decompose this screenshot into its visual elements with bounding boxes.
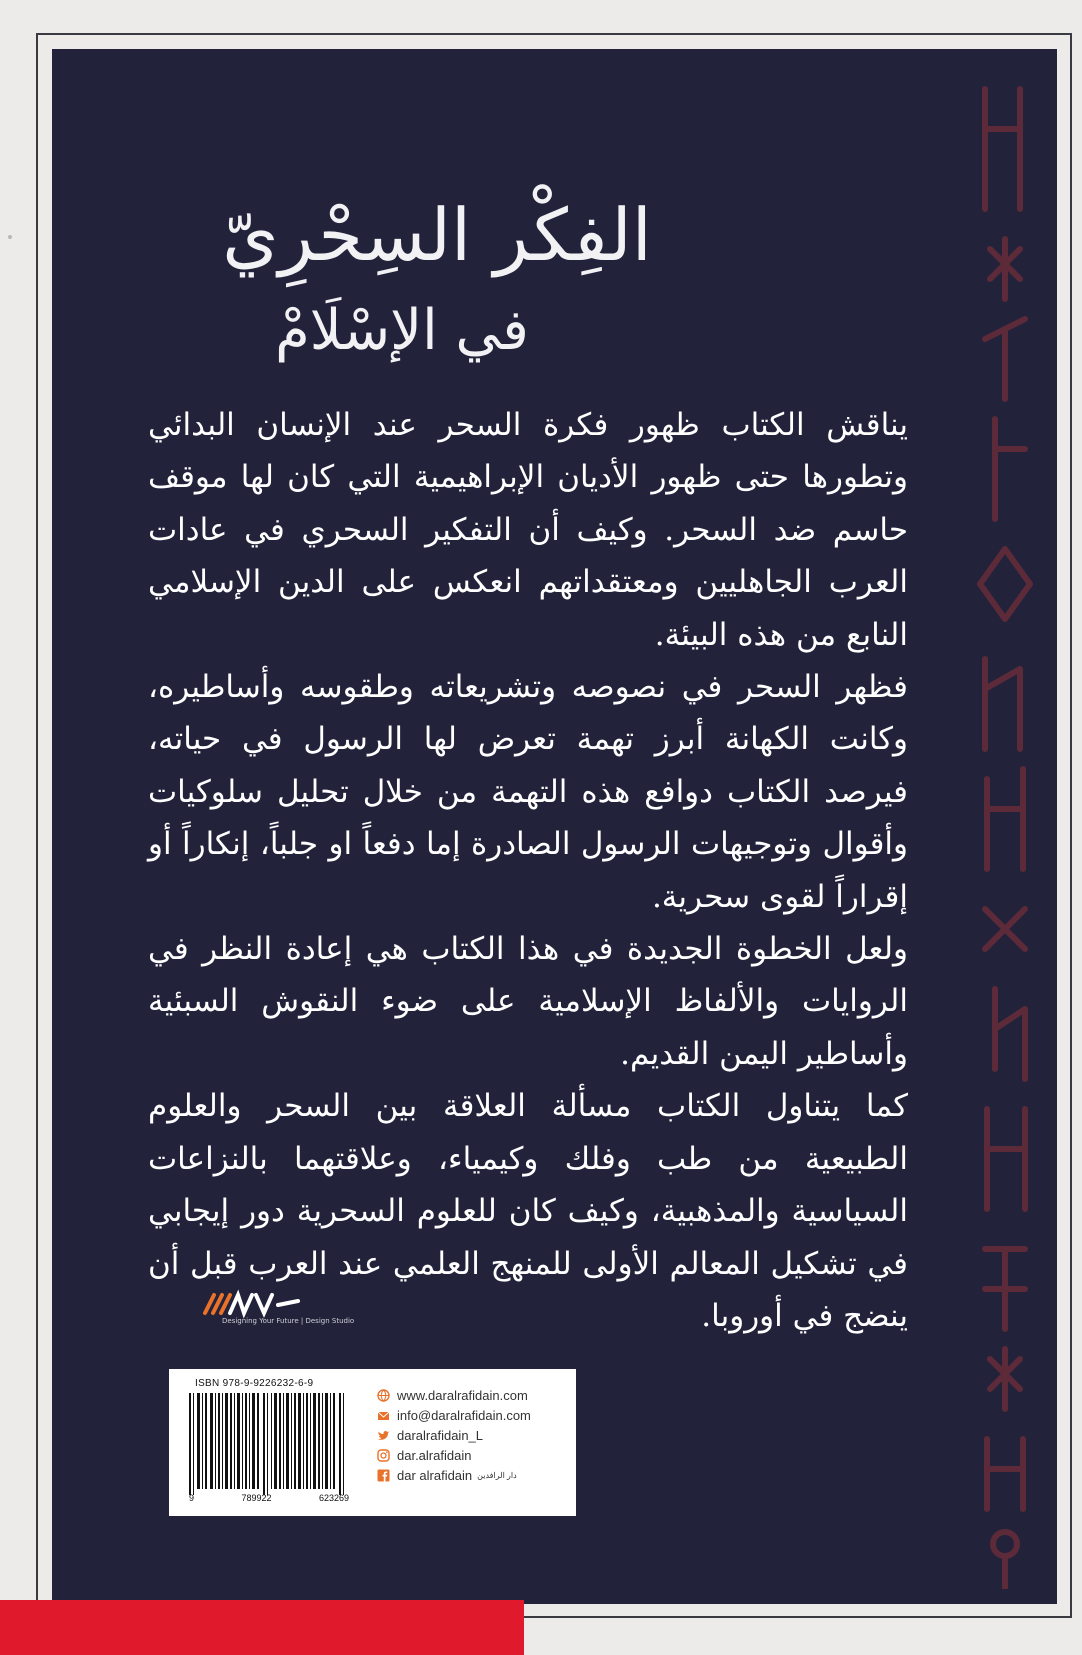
barcode-icon [187, 1393, 347, 1495]
contact-text: dar.alrafidain [397, 1447, 472, 1463]
mail-icon [377, 1409, 390, 1422]
red-spine-strip [0, 1600, 524, 1655]
contact-twitter [377, 1425, 572, 1445]
barcode-digit-group: 9 [189, 1493, 195, 1503]
barcode-digits [189, 1493, 349, 1503]
book-synopsis [148, 399, 908, 1342]
musnad-glyphs-icon [965, 69, 1045, 1589]
contact-facebook [377, 1465, 572, 1485]
title-main: الفِكْر السِحْرِيّ [222, 193, 652, 277]
facebook-icon [377, 1469, 390, 1482]
twitter-icon [377, 1429, 390, 1442]
logo-tagline: Designing Your Future | Design Studio [222, 1317, 355, 1325]
paper-speck [8, 235, 12, 239]
contact-email [377, 1405, 572, 1425]
ancient-script-decoration [965, 69, 1045, 1589]
isbn-contact-box [169, 1369, 576, 1516]
contact-text: info@daralrafidain.com [397, 1407, 531, 1423]
synopsis-paragraph: فظهر السحر في نصوصه وتشريعاته وطقوسه وأساطيره، وكانت الكهانة أبرز تهمة تعرض لها الرسول في حياته، فيرصد الكتاب دوافع هذه التهمة من خلال تحليل سلوكيات وأقوال وتوجيهات الرسول الصادرة إما دفعاً او جلباً، إنكاراً أو إقراراً لقوى سحرية. [148, 669, 908, 915]
globe-icon [377, 1389, 390, 1402]
barcode-digit-group: 623269 [318, 1493, 349, 1503]
contact-instagram [377, 1445, 572, 1465]
publisher-arabic-name: دار الرافدين [477, 1470, 517, 1480]
instagram-icon [377, 1449, 390, 1462]
isbn-label: ISBN 978-9-9226232-6-9 [195, 1378, 314, 1389]
cover-panel [52, 49, 1057, 1604]
contact-text: www.daralrafidain.com [397, 1387, 528, 1403]
contact-text: daralrafidain_L [397, 1427, 484, 1443]
contact-text: dar alrafidain [397, 1467, 473, 1483]
barcode-digit-group: 789922 [241, 1493, 272, 1503]
synopsis-paragraph: يناقش الكتاب ظهور فكرة السحر عند الإنسان البدائي وتطورها حتى ظهور الأديان الإبراهيمية التي كان لها موقف حاسم ضد السحر. وكيف أن التفكير السحري في عادات العرب الجاهليين ومعتقداتهم انعكس على الدين الإسلامي النابع من هذه البيئة. [148, 407, 908, 653]
synopsis-paragraph: كما يتناول الكتاب مسألة العلاقة بين السحر والعلوم الطبيعية من طب وفلك وكيمياء، وعلاقتهما بالنزاعات السياسية والمذهبية، وكيف كان للعلوم السحرية دور إيجابي في تشكيل المعالم الأولى للمنهج العلمي عند العرب قبل أن ينضج في أوروبا. [148, 1088, 908, 1334]
book-title [132, 189, 712, 371]
synopsis-paragraph: ولعل الخطوة الجديدة في هذا الكتاب هي إعادة النظر في الروايات والألفاظ الإسلامية على ضوء النقوش السبئية وأساطير اليمن القديم. [148, 931, 908, 1072]
contact-website [377, 1385, 572, 1405]
title-sub: في الإسْلَامْ [275, 298, 529, 363]
publisher-contacts [377, 1385, 572, 1485]
